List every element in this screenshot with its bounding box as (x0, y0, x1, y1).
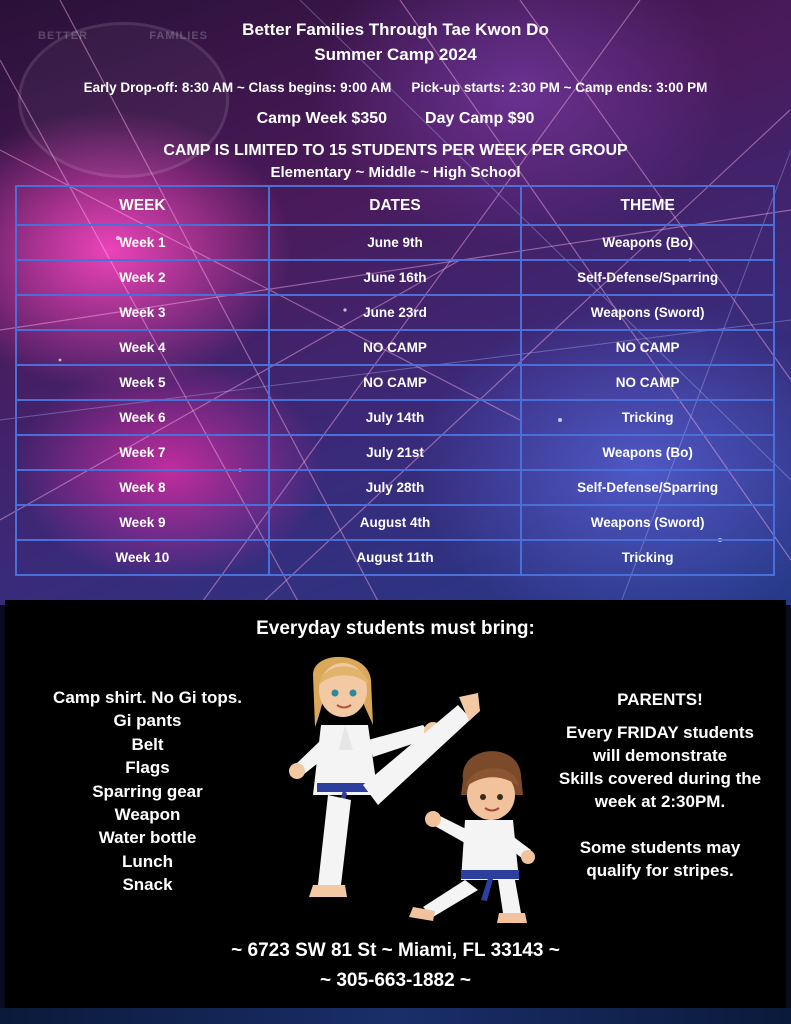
table-row (16, 505, 774, 540)
dropoff-hours: Early Drop-off: 8:30 AM ~ Class begins: 9:00 AM (83, 80, 392, 95)
karate-kids-illustration (273, 645, 538, 930)
girl-kicking-figure (289, 657, 480, 897)
boy-fighting-figure (409, 751, 535, 923)
date-cell: June 23rd (269, 295, 522, 330)
date-cell: NO CAMP (269, 330, 522, 365)
table-row (16, 400, 774, 435)
table-row (16, 540, 774, 575)
flyer-title: Better Families Through Tae Kwon Do (242, 20, 549, 39)
theme-cell: Self-Defense/Sparring (521, 260, 774, 295)
parents-stripes-note (540, 836, 780, 882)
date-cell: August 11th (269, 540, 522, 575)
camp-hours (0, 80, 791, 95)
logo-text-right: FAMILIES (149, 30, 208, 42)
pickup-hours: Pick-up starts: 2:30 PM ~ Camp ends: 3:00 PM (411, 80, 708, 95)
date-cell: July 28th (269, 470, 522, 505)
bring-list-title: Everyday students must bring: (256, 618, 535, 639)
week-cell: Week 6 (16, 400, 269, 435)
week-cell: Week 1 (16, 225, 269, 260)
theme-cell: Weapons (Sword) (521, 505, 774, 540)
parents-line: Skills covered during the (558, 769, 762, 788)
list-item: Water bottle (98, 828, 197, 848)
info-panel (5, 600, 786, 1008)
list-item: Snack (122, 875, 173, 895)
parents-line: qualify for stripes. (586, 861, 734, 880)
theme-cell: Weapons (Sword) (521, 295, 774, 330)
theme-cell: Weapons (Bo) (521, 225, 774, 260)
date-cell: June 16th (269, 260, 522, 295)
bottom-decoration-strip (0, 1008, 791, 1024)
week-cell: Week 2 (16, 260, 269, 295)
price-week: Camp Week $350 (256, 110, 388, 127)
parents-line: Some students may (579, 838, 741, 857)
parents-line: will demonstrate (592, 746, 728, 765)
list-item: Lunch (122, 851, 173, 871)
theme-cell: NO CAMP (521, 365, 774, 400)
bring-list (25, 686, 270, 897)
date-cell: July 14th (269, 400, 522, 435)
parents-line: Every FRIDAY students (565, 723, 754, 742)
theme-cell: Tricking (521, 540, 774, 575)
week-cell: Week 8 (16, 470, 269, 505)
list-item: Gi pants (113, 711, 182, 731)
column-header-week: WEEK (16, 186, 269, 225)
address: ~ 6723 SW 81 St ~ Miami, FL 33143 ~ (231, 940, 560, 961)
date-cell: July 21st (269, 435, 522, 470)
theme-cell: Self-Defense/Sparring (521, 470, 774, 505)
table-row (16, 470, 774, 505)
theme-cell: NO CAMP (521, 330, 774, 365)
week-cell: Week 3 (16, 295, 269, 330)
week-cell: Week 9 (16, 505, 269, 540)
column-header-theme: THEME (521, 186, 774, 225)
table-row (16, 330, 774, 365)
logo-text-left: BETTER (38, 30, 88, 42)
date-cell: NO CAMP (269, 365, 522, 400)
list-item: Camp shirt. No Gi tops. (53, 688, 242, 707)
flyer-subtitle: Summer Camp 2024 (314, 45, 477, 64)
price-day: Day Camp $90 (425, 110, 535, 127)
table-row (16, 435, 774, 470)
week-cell: Week 4 (16, 330, 269, 365)
list-item: Flags (125, 758, 170, 778)
list-item: Sparring gear (92, 781, 203, 801)
date-cell: June 9th (269, 225, 522, 260)
table-row (16, 365, 774, 400)
list-item: Weapon (114, 805, 181, 825)
list-item: Belt (131, 734, 164, 754)
phone-number: ~ 305-663-1882 ~ (319, 970, 472, 991)
parents-title: PARENTS! (617, 690, 703, 709)
week-cell: Week 10 (16, 540, 269, 575)
school-levels: Elementary ~ Middle ~ High School (270, 164, 521, 181)
theme-cell: Tricking (521, 400, 774, 435)
table-row (16, 295, 774, 330)
week-cell: Week 7 (16, 435, 269, 470)
enrollment-limit: CAMP IS LIMITED TO 15 STUDENTS PER WEEK PER GROUP (163, 142, 628, 159)
parents-line: week at 2:30PM. (594, 792, 726, 811)
schedule-table (15, 185, 775, 576)
column-header-dates: DATES (269, 186, 522, 225)
week-cell: Week 5 (16, 365, 269, 400)
table-row (16, 225, 774, 260)
schedule-header-row (16, 186, 774, 225)
date-cell: August 4th (269, 505, 522, 540)
parents-friday-demo (540, 721, 780, 813)
camp-prices (0, 110, 791, 128)
table-row (16, 260, 774, 295)
parents-notice (540, 688, 780, 882)
theme-cell: Weapons (Bo) (521, 435, 774, 470)
